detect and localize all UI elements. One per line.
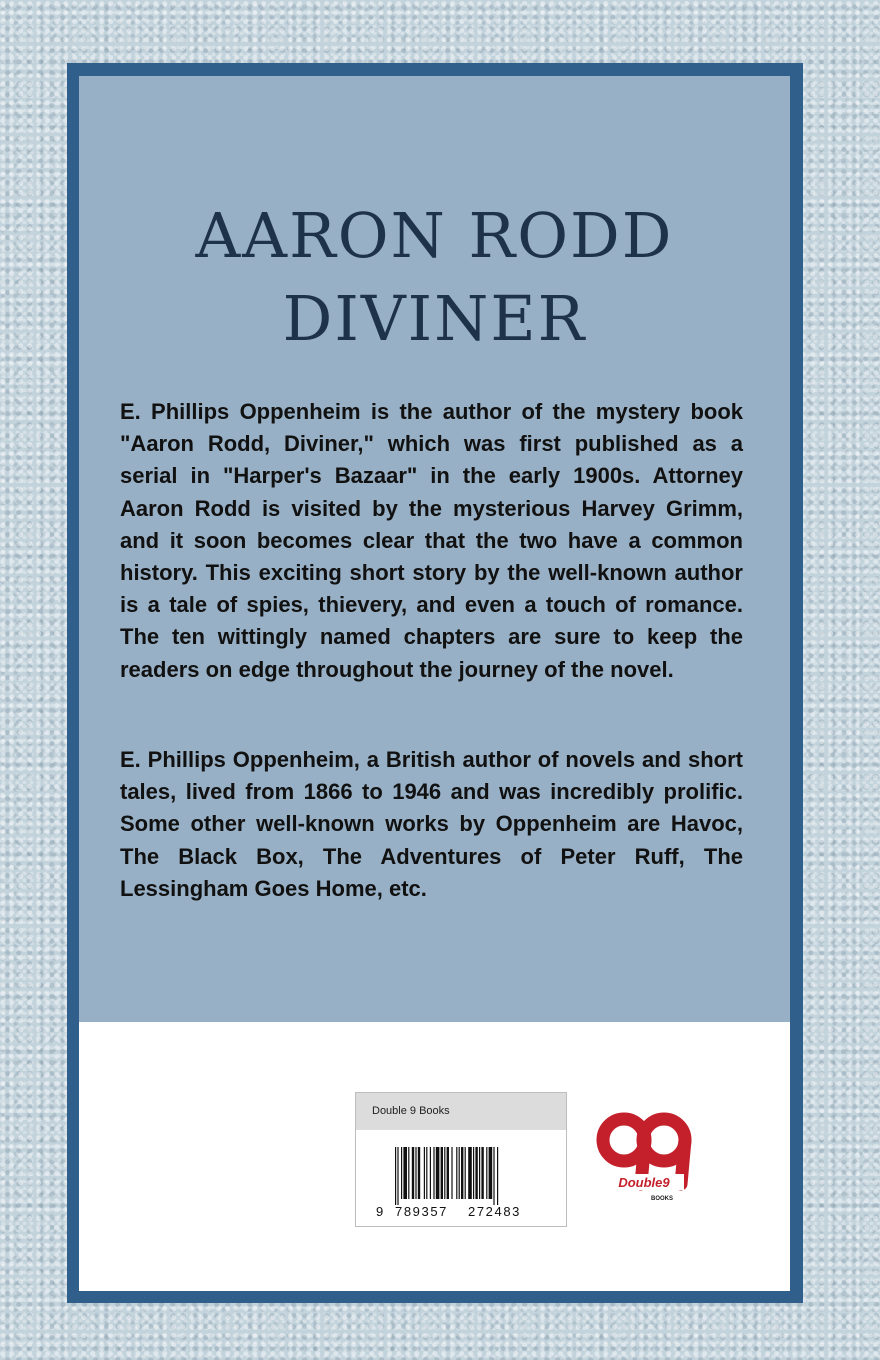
logo-wordmark: Double9	[618, 1175, 670, 1190]
barcode-bar	[441, 1147, 443, 1199]
barcode-publisher-name: Double 9 Books	[356, 1093, 566, 1130]
barcode-bar	[451, 1147, 452, 1199]
barcode-bar	[497, 1147, 498, 1205]
barcode-bar	[397, 1147, 398, 1205]
barcode-bar	[426, 1147, 427, 1199]
isbn-digits-group-1: 789357	[395, 1204, 448, 1219]
barcode-label	[355, 1092, 567, 1227]
barcode-bar	[473, 1147, 474, 1199]
book-subtitle: DIVINER	[282, 282, 587, 355]
isbn-digits-group-2: 272483	[468, 1204, 521, 1219]
barcode-bar	[403, 1147, 407, 1199]
barcode-bar	[465, 1147, 466, 1199]
barcode-bar	[415, 1147, 416, 1199]
barcode-bar	[430, 1147, 431, 1199]
barcode-bar	[444, 1147, 445, 1199]
logo-subtext: BOOKS	[650, 1196, 674, 1202]
barcode-bar	[447, 1147, 449, 1199]
barcode-bar	[486, 1147, 487, 1199]
barcode-bar	[395, 1147, 396, 1205]
isbn-first-digit: 9	[376, 1204, 384, 1219]
book-title: AARON RODD	[195, 199, 674, 272]
barcode-bar	[479, 1147, 480, 1199]
barcode-bar	[401, 1147, 402, 1199]
barcode	[356, 1130, 566, 1226]
barcode-bar	[459, 1147, 460, 1199]
barcode-bar	[475, 1147, 477, 1199]
barcode-bar	[468, 1147, 472, 1199]
barcode-bar	[424, 1147, 425, 1199]
barcode-bar	[493, 1147, 494, 1205]
description-paragraph-2: E. Phillips Oppenheim, a British author of novels and short tales, lived from 1866 to 1946 and was incredibly prolific. Some other well-known works by Oppenheim are Havoc, The Black Box, The Adventures of Peter Ruff, The Lessingham Goes Home, etc.	[120, 747, 743, 901]
publisher-logo	[596, 1112, 696, 1204]
description-paragraph-1: E. Phillips Oppenheim is the author of the mystery book "Aaron Rodd, Diviner," which was first published as a serial in "Harper's Bazaar" in the early 1900s. Attorney Aaron Rodd is visited by the mysterious Harvey Grimm, and it soon becomes clear that the two have a common history. This exciting short story by the well-known author is a tale of spies, thievery, and even a touch of romance. The ten wittingly named chapters are sure to keep the readers on edge throughout the journey of the novel.	[120, 399, 743, 682]
barcode-bar	[489, 1147, 493, 1199]
barcode-bar	[436, 1147, 440, 1199]
barcode-bar	[412, 1147, 414, 1199]
barcode-bars	[395, 1147, 498, 1205]
barcode-bar	[461, 1147, 463, 1199]
barcode-bar	[481, 1147, 483, 1199]
barcode-bar	[456, 1147, 457, 1199]
barcode-bar	[408, 1147, 409, 1199]
barcode-bar	[418, 1147, 420, 1199]
barcode-bar	[433, 1147, 434, 1199]
